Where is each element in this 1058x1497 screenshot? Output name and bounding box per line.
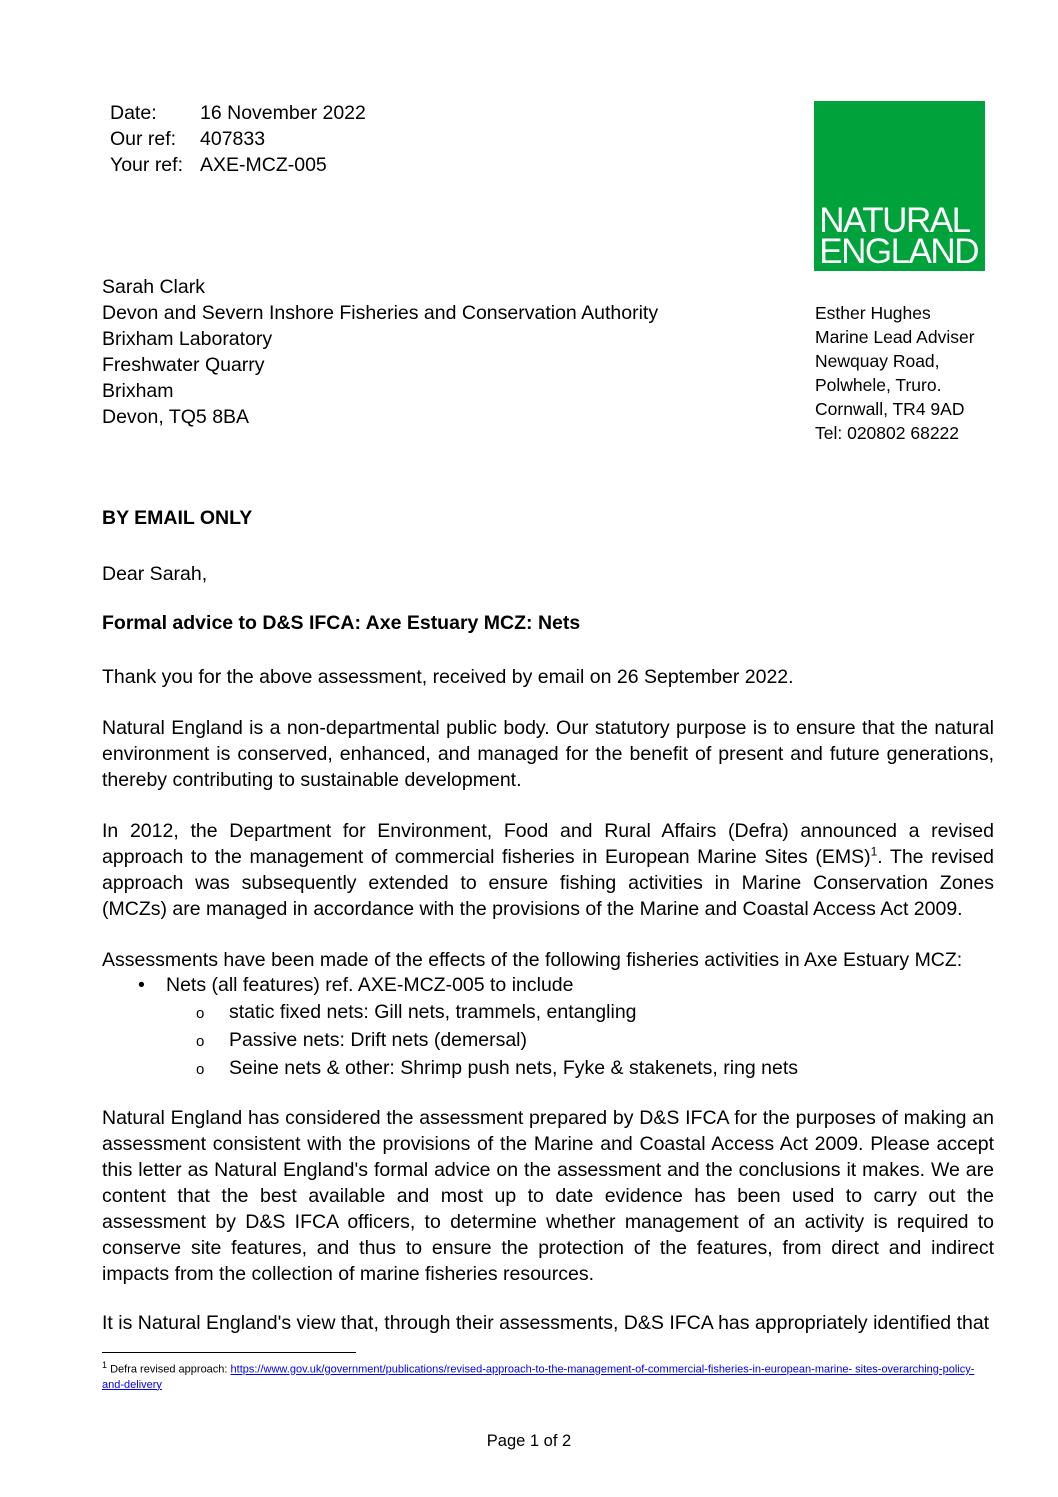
footnote	[102, 1358, 982, 1393]
sub-list	[196, 999, 798, 1083]
circle-bullet-icon: o	[196, 1061, 205, 1078]
our-ref-value: 407833	[200, 128, 266, 150]
sender-address-line: Polwhele, Truro.	[815, 375, 942, 395]
list-item	[138, 972, 574, 998]
paragraph: It is Natural England's view that, through their assessments, D&S IFCA has appropriately identified that	[102, 1312, 990, 1334]
our-ref-row	[110, 126, 366, 152]
salutation: Dear Sarah,	[102, 563, 208, 585]
paragraph: Natural England has considered the assessment prepared by D&S IFCA for the purposes of making an assessment consistent with the provisions of the Marine and Coastal Access Act 2009. Please accept this letter as Natural England's formal advice on the assessment and the conclusions it makes. We are content that the best available and most up to date evidence has been used to carry out the assessment by D&S IFCA officers, to determine whether management of an activity is required to conserve site features, and thus to ensure the protection of the features, from direct and indirect impacts from the collection of marine fisheries resources.	[102, 1107, 994, 1285]
recipient-address-line: Freshwater Quarry	[102, 354, 265, 376]
sub-list-item-text: static fixed nets: Gill nets, trammels, entangling	[229, 1001, 637, 1023]
footnote-number: 1	[102, 1360, 108, 1370]
footnote-label: Defra revised approach:	[110, 1363, 231, 1376]
sub-list-item-text: Passive nets: Drift nets (demersal)	[229, 1029, 528, 1051]
recipient-address-line: Brixham Laboratory	[102, 328, 273, 350]
sender-role: Marine Lead Adviser	[815, 327, 975, 347]
logo-line-1: NATURAL	[819, 201, 970, 240]
list-item-text: Nets (all features) ref. AXE-MCZ-005 to include	[166, 974, 574, 996]
circle-bullet-icon: o	[196, 1005, 205, 1022]
paragraph: Assessments have been made of the effects of the following fisheries activities in Axe Estuary MCZ:	[102, 949, 963, 971]
letter-subject: Formal advice to D&S IFCA: Axe Estuary MCZ: Nets	[102, 612, 581, 634]
by-email-notice: BY EMAIL ONLY	[102, 507, 253, 529]
recipient-name: Sarah Clark	[102, 276, 205, 298]
sender-name: Esther Hughes	[815, 303, 931, 323]
paragraph-text: . The revised approach was subsequently extended to ensure fishing activities in Marine Conservation Zones (MCZs) are managed in accordance with the provisions of the Marine and Coastal Access Act 2009.	[102, 846, 994, 920]
page-number: Page 1 of 2	[486, 1432, 572, 1450]
logo-text	[819, 201, 978, 271]
recipient-address	[102, 274, 658, 430]
paragraph: Thank you for the above assessment, received by email on 26 September 2022.	[102, 666, 794, 688]
recipient-address-line: Devon, TQ5 8BA	[102, 406, 250, 428]
bullet-icon: •	[138, 974, 145, 996]
sender-address-line: Cornwall, TR4 9AD	[815, 399, 965, 419]
sub-list-item	[196, 1027, 798, 1055]
footnote-link[interactable]: https://www.gov.uk/government/publications/revised-approach-to-the-management-of-commercial-fisheries-in-european-marine- sites-overarching-policy-and-delivery	[102, 1363, 975, 1391]
our-ref-label: Our ref:	[110, 128, 177, 150]
footnote-reference: 1	[870, 844, 878, 859]
sub-list-item	[196, 1055, 798, 1083]
footnote-divider	[102, 1352, 356, 1353]
paragraph	[102, 818, 994, 922]
your-ref-row	[110, 152, 366, 178]
sub-list-item-text: Seine nets & other: Shrimp push nets, Fyke & stakenets, ring nets	[229, 1057, 799, 1079]
paragraph-text: In 2012, the Department for Environment, Food and Rural Affairs (Defra) announced a revised approach to the management of commercial fisheries in European Marine Sites (EMS)	[102, 820, 994, 868]
your-ref-label: Your ref:	[110, 154, 183, 176]
sender-address	[815, 301, 975, 445]
your-ref-value: AXE-MCZ-005	[200, 154, 327, 176]
sender-phone: Tel: 020802 68222	[815, 423, 960, 443]
paragraph: Natural England is a non-departmental public body. Our statutory purpose is to ensure that the natural environment is conserved, enhanced, and managed for the benefit of present and future generations, thereby contributing to sustainable development.	[102, 717, 994, 791]
date-row	[110, 100, 366, 126]
sub-list-item	[196, 999, 798, 1027]
date-value: 16 November 2022	[200, 102, 366, 124]
reference-block	[110, 100, 366, 178]
recipient-organisation: Devon and Severn Inshore Fisheries and Conservation Authority	[102, 302, 659, 324]
sender-address-line: Newquay Road,	[815, 351, 940, 371]
circle-bullet-icon: o	[196, 1033, 205, 1050]
logo-line-2: ENGLAND	[819, 232, 978, 271]
natural-england-logo	[814, 101, 985, 271]
recipient-address-line: Brixham	[102, 380, 174, 402]
date-label: Date:	[110, 102, 157, 124]
